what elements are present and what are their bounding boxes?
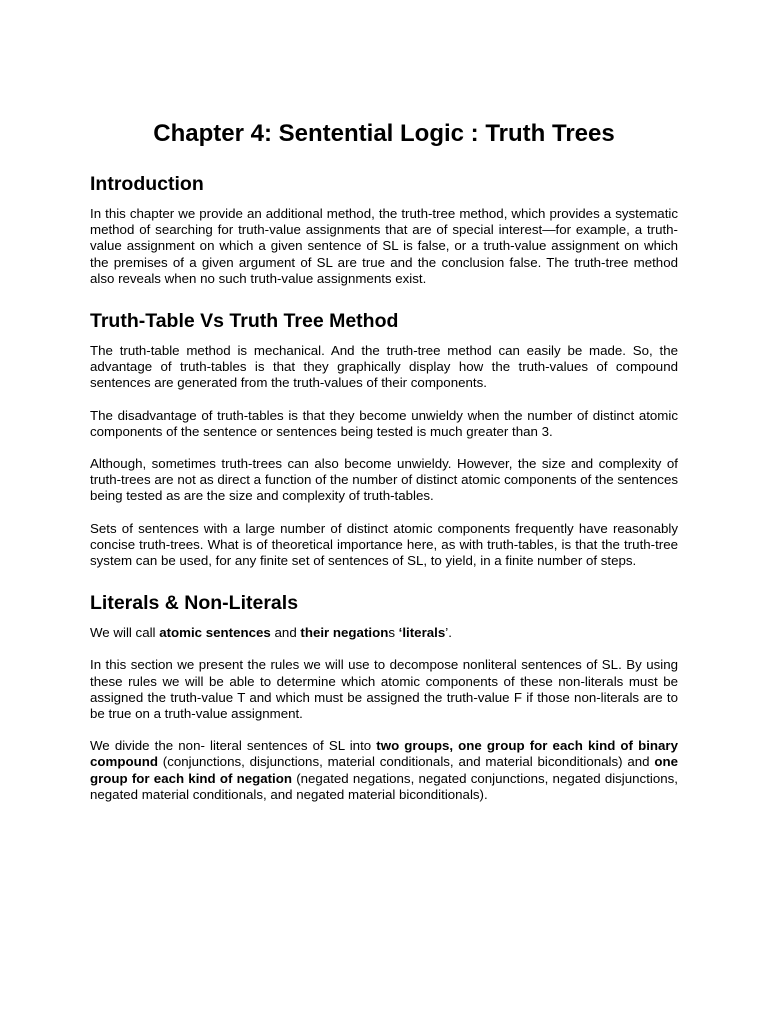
text-run: and (270, 625, 301, 641)
compare-paragraph-1: The truth-table method is mechanical. And the truth-tree method can easily be made. So, the advantage of truth-tables is that they graphically display how the truth-values of compound sentences are generated from the truth-values of their components. (90, 343, 678, 391)
bold-run: atomic sentences (159, 625, 271, 641)
text-run: s (388, 625, 399, 641)
compare-paragraph-3: Although, sometimes truth-trees can also become unwieldy. However, the size and complexity of truth-trees are not as direct a function of the number of distinct atomic components of the sentences being tested as are the size and complexity of truth-tables. (90, 456, 678, 504)
text-run: (negated negations, negated conjunctions, negated disjunctions, negated material conditionals, and negated material biconditionals). (90, 770, 678, 802)
intro-paragraph: In this chapter we provide an additional method, the truth-tree method, which provides a systematic method of searching for truth-value assignments that are of special interest—for example, a truth-value assignment on which a given sentence of SL is false, or a truth-value assignment on which the premises of a given argument of SL are true and the conclusion false. The truth-tree method also reveals when no such truth-value assignments exist. (90, 206, 678, 286)
literals-paragraph-3 (90, 738, 678, 803)
compare-paragraph-4: Sets of sentences with a large number of distinct atomic components frequently have reasonably concise truth-trees. What is of theoretical importance here, as with truth-tables, is that the truth-tree system can be used, for any finite set of sentences of SL, to yield, in a finite number of steps. (90, 520, 678, 569)
section-heading-literals: Literals & Non-Literals (90, 592, 299, 615)
text-run: We will call (90, 625, 160, 641)
document-page (90, 112, 678, 819)
literals-paragraph-2: In this section we present the rules we will use to decompose nonliteral sentences of SL. By using these rules we will be able to determine which atomic components of these non-literals must be assigned the truth-value T and which must be assigned the truth-value F if those non-literals are to be true on a truth-value assignment. (90, 657, 678, 722)
bold-run: one group for each kind of negation (90, 754, 678, 786)
bold-run: their negation (300, 625, 389, 641)
bold-run: two groups, one group for each kind of binary compound (90, 738, 679, 770)
text-run: We divide the non- literal sentences of SL into (90, 738, 377, 754)
compare-paragraph-2: The disadvantage of truth-tables is that they become unwieldy when the number of distinct atomic components of the sentence or sentences being tested is much greater than 3. (90, 407, 678, 439)
page-title: Chapter 4: Sentential Logic : Truth Trees (153, 120, 615, 147)
text-run: (conjunctions, disjunctions, material conditionals, and material biconditionals) and (157, 754, 655, 770)
literals-paragraph-1 (90, 625, 678, 641)
section-heading-truth-table-vs-tree: Truth-Table Vs Truth Tree Method (90, 310, 399, 333)
text-run: ’. (445, 625, 452, 641)
section-heading-introduction: Introduction (90, 173, 204, 195)
bold-run: ‘literals (398, 625, 446, 641)
